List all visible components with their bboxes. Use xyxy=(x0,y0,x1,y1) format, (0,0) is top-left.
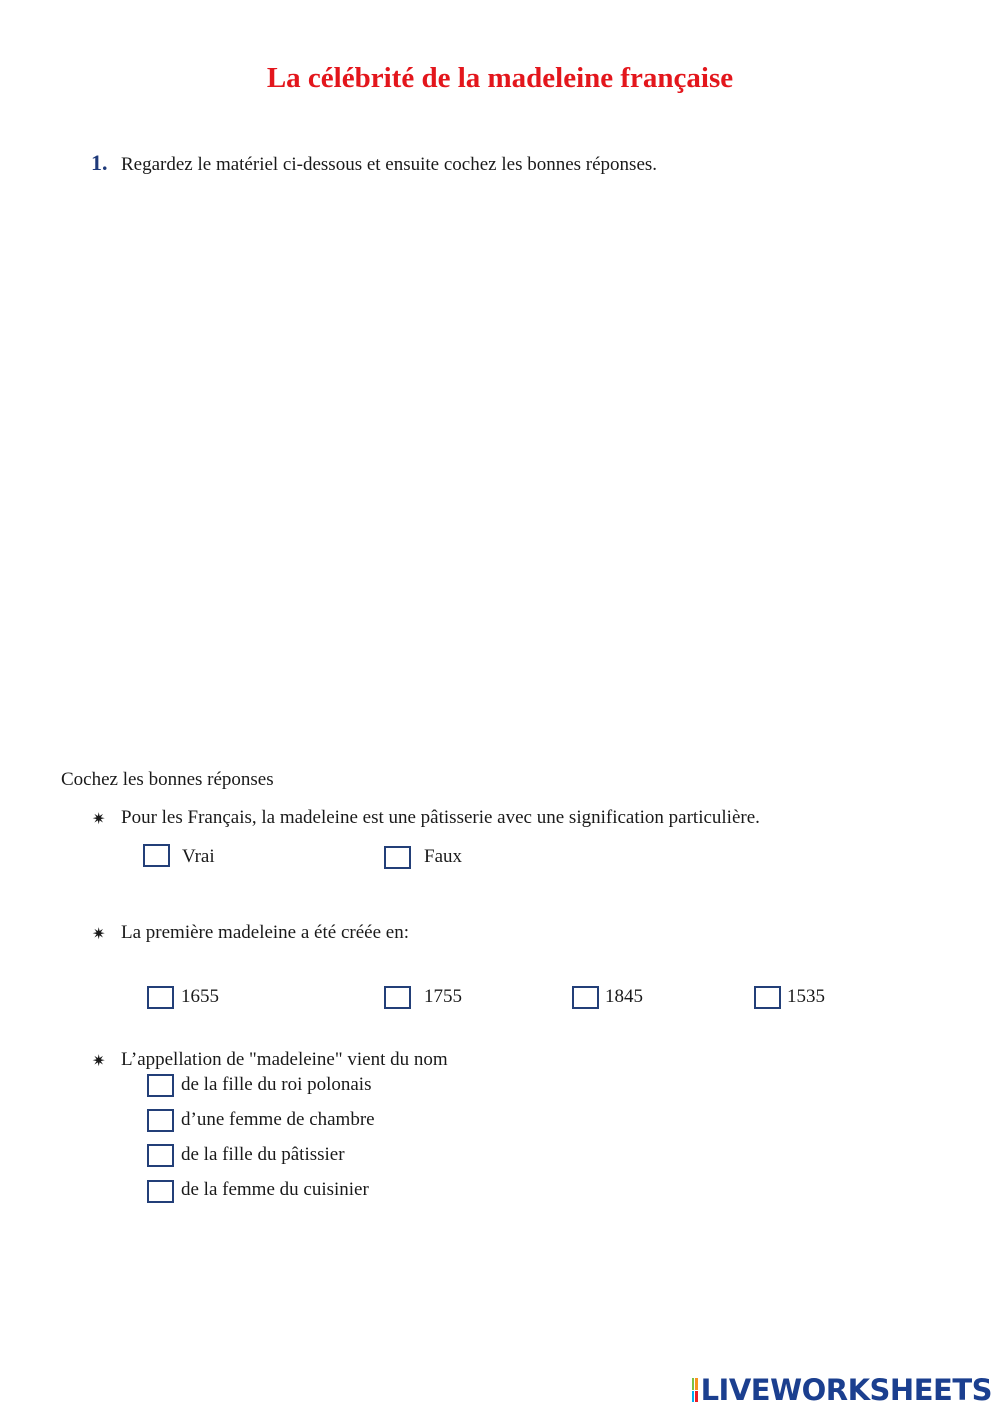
option-label-femme-cuisinier: de la femme du cuisinier xyxy=(181,1179,369,1200)
bullet-icon: ✷ xyxy=(92,926,106,943)
logo-square-icon xyxy=(695,1378,697,1390)
checkbox-vrai[interactable] xyxy=(143,844,170,867)
option-label-faux: Faux xyxy=(424,846,462,867)
liveworksheets-branding xyxy=(692,1372,992,1408)
brand-text: LIVEWORKSHEETS xyxy=(700,1373,992,1407)
checkbox-1655[interactable] xyxy=(147,986,174,1009)
checkbox-1755[interactable] xyxy=(384,986,411,1009)
checkbox-fille-roi[interactable] xyxy=(147,1074,174,1097)
logo-square-icon xyxy=(692,1391,694,1403)
question-number: 1. xyxy=(91,150,108,175)
checkbox-faux[interactable] xyxy=(384,846,411,869)
page-title: La célébrité de la madeleine française xyxy=(266,62,734,94)
option-label-1655: 1655 xyxy=(181,986,219,1007)
question-a-text: Pour les Français, la madeleine est une pâtisserie avec une signification particulière. xyxy=(121,807,760,828)
checkbox-femme-cuisinier[interactable] xyxy=(147,1180,174,1203)
logo-square-icon xyxy=(692,1378,694,1390)
option-label-1845: 1845 xyxy=(605,986,643,1007)
option-label-1755: 1755 xyxy=(424,986,462,1007)
question-b-text: La première madeleine a été créée en: xyxy=(121,922,409,943)
checkbox-1535[interactable] xyxy=(754,986,781,1009)
option-label-fille-roi: de la fille du roi polonais xyxy=(181,1074,372,1095)
question-instruction: Regardez le matériel ci-dessous et ensuite cochez les bonnes réponses. xyxy=(121,154,658,175)
option-label-fille-patissier: de la fille du pâtissier xyxy=(181,1144,345,1165)
checkbox-femme-chambre[interactable] xyxy=(147,1109,174,1132)
checkbox-fille-patissier[interactable] xyxy=(147,1144,174,1167)
bullet-icon: ✷ xyxy=(92,811,106,828)
section-label: Cochez les bonnes réponses xyxy=(61,769,274,790)
logo-square-icon xyxy=(695,1391,697,1403)
liveworksheets-logo-icon xyxy=(692,1378,698,1402)
bullet-icon: ✷ xyxy=(92,1053,106,1070)
option-label-vrai: Vrai xyxy=(182,846,215,867)
option-label-1535: 1535 xyxy=(787,986,825,1007)
checkbox-1845[interactable] xyxy=(572,986,599,1009)
question-c-text: L’appellation de "madeleine" vient du nom xyxy=(121,1049,448,1070)
option-label-femme-chambre: d’une femme de chambre xyxy=(181,1109,375,1130)
